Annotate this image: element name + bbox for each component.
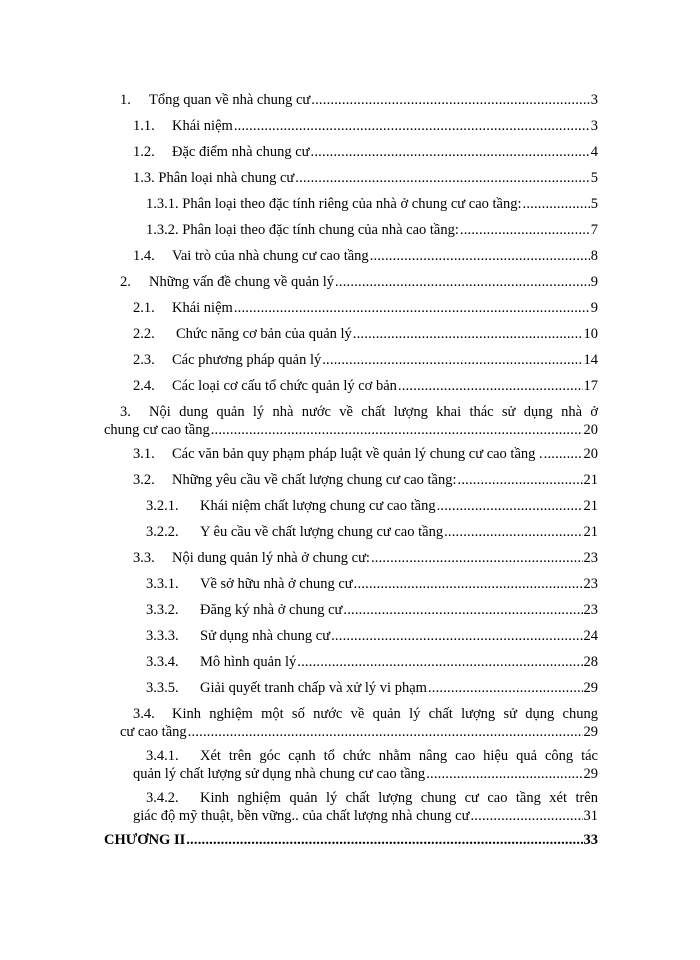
- toc-title: 1.3.1. Phân loại theo đặc tính riêng của nhà ở chung cư cao tầng:: [146, 196, 522, 212]
- toc-page: 23: [583, 602, 598, 618]
- toc-leader: [234, 299, 590, 317]
- toc-number: 3.3.5.: [146, 680, 179, 696]
- toc-page: 28: [583, 654, 598, 670]
- toc-title: Các loại cơ cấu tổ chức quản lý cơ bản: [172, 378, 397, 394]
- toc-entry[interactable]: [120, 88, 598, 114]
- toc-entry[interactable]: [133, 744, 598, 786]
- toc-page: 20: [583, 446, 598, 462]
- toc-title: Đặc điểm nhà chung cư: [172, 144, 310, 160]
- toc-entry[interactable]: [133, 322, 598, 348]
- toc-number: 3.1.: [133, 446, 155, 462]
- toc-number: 3.4.2.: [146, 790, 179, 806]
- toc-leader: [186, 831, 582, 849]
- toc-entry[interactable]: [133, 546, 598, 572]
- toc-page: 3: [590, 118, 598, 134]
- toc-number: 1.4.: [133, 248, 155, 264]
- toc-entry[interactable]: [133, 468, 598, 494]
- toc-leader: [444, 523, 582, 541]
- toc-leader: [460, 221, 590, 239]
- toc-leader: [523, 195, 590, 213]
- toc-leader: [311, 143, 590, 161]
- toc-title: Về sở hữu nhà ở chung cư: [200, 576, 353, 592]
- toc-leader: [398, 377, 583, 395]
- toc-title: Các văn bản quy phạm pháp luật về quản lý chung cư cao tầng .: [172, 446, 543, 462]
- toc-leader: [234, 117, 590, 135]
- toc-entry[interactable]: [146, 598, 598, 624]
- toc-leader: [297, 653, 582, 671]
- toc-title: Sử dụng nhà chung cư: [200, 628, 331, 644]
- toc-leader: [335, 273, 590, 291]
- toc-page: 7: [590, 222, 598, 238]
- toc-page: 21: [583, 472, 598, 488]
- toc-number: 2.2.: [133, 326, 155, 342]
- toc-page: 10: [583, 326, 598, 342]
- toc-entry[interactable]: [133, 166, 598, 192]
- toc-page: 5: [590, 170, 598, 186]
- toc-leader: [428, 679, 583, 697]
- toc-entry[interactable]: [133, 786, 598, 828]
- toc-entry[interactable]: [104, 400, 598, 442]
- toc-entry[interactable]: [146, 572, 598, 598]
- toc-leader: [437, 497, 583, 515]
- toc-leader: [331, 627, 582, 645]
- toc-title: Xét trên góc cạnh tổ chức nhằm nâng cao hiệu quả công tác: [200, 748, 598, 764]
- toc-title: Giải quyết tranh chấp và xử lý vi phạm: [200, 680, 427, 696]
- toc-page: 33: [583, 832, 598, 848]
- toc-entry[interactable]: [133, 244, 598, 270]
- toc-title: Nội dung quản lý nhà ở chung cư:: [172, 550, 370, 566]
- toc-number: 2.4.: [133, 378, 155, 394]
- toc-number: 3.2.: [133, 472, 155, 488]
- toc-title: Y êu cầu về chất lượng chung cư cao tầng: [200, 524, 444, 540]
- toc-title: Vai trò của nhà chung cư cao tầng: [172, 248, 369, 264]
- toc-entry[interactable]: [146, 218, 598, 244]
- toc-title: Khái niệm: [172, 118, 233, 134]
- toc-title: 1.3. Phân loại nhà chung cư: [133, 170, 295, 186]
- toc-leader: [311, 91, 589, 109]
- toc-title: Khái niệm chất lượng chung cư cao tầng: [200, 498, 436, 514]
- toc-title: Chức năng cơ bản của quản lý: [176, 326, 352, 342]
- toc-title: Tổng quan về nhà chung cư: [149, 92, 311, 108]
- toc-entry[interactable]: [133, 140, 598, 166]
- toc-entry[interactable]: [146, 192, 598, 218]
- toc-number: 1.: [120, 92, 131, 108]
- toc-number: 3.3.2.: [146, 602, 179, 618]
- toc-entry[interactable]: [120, 702, 598, 744]
- toc-leader: [371, 549, 583, 567]
- toc-title: Kinh nghiệm quản lý chất lượng chung cư cao tầng xét trên: [200, 790, 598, 806]
- toc-number: 3.3.4.: [146, 654, 179, 670]
- toc-page: 17: [583, 378, 598, 394]
- toc-leader: [188, 723, 583, 741]
- toc-leader: [544, 445, 583, 463]
- toc-page: 14: [583, 352, 598, 368]
- toc-leader: [211, 421, 583, 439]
- toc-entry[interactable]: [146, 650, 598, 676]
- toc-entry[interactable]: [146, 494, 598, 520]
- toc-title: Nội dung quản lý nhà nước về chất lượng khai thác sử dụng nhà ở: [149, 404, 598, 420]
- toc-number: 3.3.1.: [146, 576, 179, 592]
- toc-page: 21: [583, 524, 598, 540]
- toc-page: 23: [583, 576, 598, 592]
- toc-leader: [322, 351, 582, 369]
- toc-leader: [295, 169, 589, 187]
- toc-page: 3: [590, 92, 598, 108]
- toc-leader: [370, 247, 590, 265]
- toc-leader: [458, 471, 583, 489]
- toc-page: 29: [583, 680, 598, 696]
- toc-title: Các phương pháp quản lý: [172, 352, 322, 368]
- toc-entry[interactable]: [133, 442, 598, 468]
- toc-entry[interactable]: [133, 296, 598, 322]
- toc-entry[interactable]: [146, 624, 598, 650]
- toc-entry[interactable]: [133, 348, 598, 374]
- toc-title: Đăng ký nhà ở chung cư: [200, 602, 343, 618]
- toc-number: 3.4.: [133, 706, 155, 722]
- toc-number: 3.: [120, 404, 131, 420]
- toc-title: Những yêu cầu về chất lượng chung cư cao tầng:: [172, 472, 457, 488]
- toc-title-continued: cư cao tầng: [120, 724, 187, 740]
- toc-number: 3.4.1.: [146, 748, 179, 764]
- toc-entry-chapter[interactable]: [104, 828, 598, 854]
- toc-page: 8: [590, 248, 598, 264]
- toc-leader: [470, 807, 582, 825]
- toc-page: 29: [583, 766, 598, 782]
- toc-page: 9: [590, 274, 598, 290]
- toc-number: 3.3.: [133, 550, 155, 566]
- toc-entry[interactable]: [133, 114, 598, 140]
- toc-page: 21: [583, 498, 598, 514]
- toc-number: 2.: [120, 274, 131, 290]
- toc-page: 29: [583, 724, 598, 740]
- toc-number: 3.2.1.: [146, 498, 179, 514]
- toc-entry[interactable]: [120, 270, 598, 296]
- toc-leader: [353, 325, 583, 343]
- toc-title: CHƯƠNG II: [104, 832, 186, 848]
- toc-page: 4: [590, 144, 598, 160]
- toc-leader: [343, 601, 582, 619]
- toc-page: 9: [590, 300, 598, 316]
- toc-title: Khái niệm: [172, 300, 233, 316]
- toc-title-continued: quản lý chất lượng sử dụng nhà chung cư cao tầng: [133, 766, 426, 782]
- toc-page: 24: [583, 628, 598, 644]
- toc-number: 2.3.: [133, 352, 155, 368]
- toc-number: 1.2.: [133, 144, 155, 160]
- toc-title-continued: chung cư cao tầng: [104, 422, 210, 438]
- toc-number: 3.2.2.: [146, 524, 179, 540]
- toc-page: 5: [590, 196, 598, 212]
- toc-title: Mô hình quản lý: [200, 654, 297, 670]
- toc-entry[interactable]: [146, 520, 598, 546]
- toc-leader: [426, 765, 582, 783]
- toc-entry[interactable]: [133, 374, 598, 400]
- table-of-contents: [104, 88, 598, 854]
- toc-title: Kinh nghiệm một số nước về quản lý chất lượng sử dụng chung: [172, 706, 598, 722]
- toc-page: 31: [583, 808, 598, 824]
- toc-entry[interactable]: [146, 676, 598, 702]
- toc-title: Những vấn đề chung về quản lý: [149, 274, 335, 290]
- toc-page: 23: [583, 550, 598, 566]
- toc-leader: [354, 575, 583, 593]
- toc-number: 2.1.: [133, 300, 155, 316]
- toc-title: 1.3.2. Phân loại theo đặc tính chung của nhà cao tầng:: [146, 222, 459, 238]
- toc-page: 20: [583, 422, 598, 438]
- toc-number: 3.3.3.: [146, 628, 179, 644]
- toc-number: 1.1.: [133, 118, 155, 134]
- toc-title-continued: giác độ mỹ thuật, bền vững.. của chất lượng nhà chung cư: [133, 808, 470, 824]
